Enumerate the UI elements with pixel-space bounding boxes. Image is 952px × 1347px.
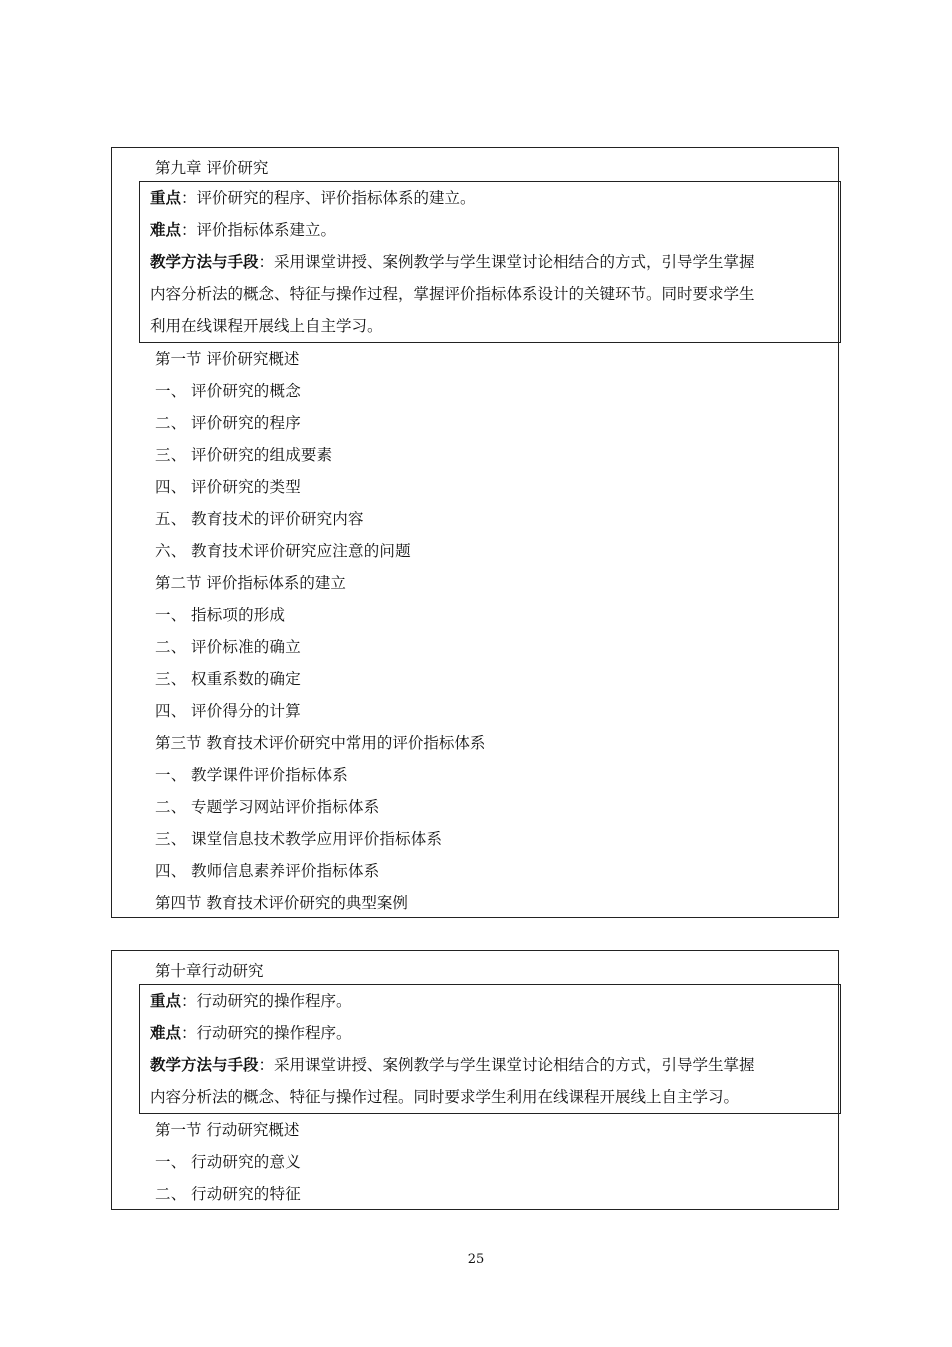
list-item: 一、 行动研究的意义 — [155, 1153, 301, 1171]
list-item: 一、 教学课件评价指标体系 — [155, 766, 349, 784]
list-item: 一、 指标项的形成 — [155, 606, 286, 624]
list-item: 四、 评价研究的类型 — [155, 478, 301, 496]
chapter-9-title: 第九章 评价研究 — [155, 159, 269, 177]
difficulty-text: ：评价指标体系建立。 — [181, 221, 337, 239]
difficulty-label: 难点 — [150, 220, 182, 239]
list-item: 二、 评价研究的程序 — [155, 414, 301, 432]
method-row — [150, 1049, 840, 1081]
method-text: ：采用课堂讲授、案例教学与学生课堂讨论相结合的方式，引导学生掌握 — [258, 1056, 755, 1074]
list-item: 二、 评价标准的确立 — [155, 638, 301, 656]
difficulty-row — [150, 1017, 840, 1049]
chapter-10-title: 第十章行动研究 — [155, 962, 264, 980]
key-points-label: 重点 — [150, 188, 182, 207]
list-item: 三、 课堂信息技术教学应用评价指标体系 — [155, 830, 443, 848]
difficulty-label: 难点 — [150, 1023, 182, 1042]
section-heading: 第三节 教育技术评价研究中常用的评价指标体系 — [155, 734, 486, 752]
list-item: 四、 评价得分的计算 — [155, 702, 301, 720]
method-row: 利用在线课程开展线上自主学习。 — [150, 317, 383, 335]
key-points-row — [150, 182, 840, 214]
method-row: 内容分析法的概念、特征与操作过程。同时要求学生利用在线课程开展线上自主学习。 — [150, 1088, 740, 1106]
key-points-text: ：评价研究的程序、评价指标体系的建立。 — [181, 189, 476, 207]
method-label: 教学方法与手段 — [150, 1055, 259, 1074]
chapter-10-box — [111, 950, 839, 1210]
list-item: 二、 行动研究的特征 — [155, 1185, 301, 1203]
key-points-row — [150, 985, 840, 1017]
method-text: ：采用课堂讲授、案例教学与学生课堂讨论相结合的方式，引导学生掌握 — [258, 253, 755, 271]
section-heading: 第二节 评价指标体系的建立 — [155, 574, 346, 592]
method-label: 教学方法与手段 — [150, 252, 259, 271]
list-item: 六、 教育技术评价研究应注意的问题 — [155, 542, 411, 560]
method-row — [150, 246, 840, 278]
difficulty-text: ：行动研究的操作程序。 — [181, 1024, 352, 1042]
list-item: 二、 专题学习网站评价指标体系 — [155, 798, 380, 816]
section-heading: 第四节 教育技术评价研究的典型案例 — [155, 894, 408, 912]
section-heading: 第一节 评价研究概述 — [155, 350, 300, 368]
key-points-text: ：行动研究的操作程序。 — [181, 992, 352, 1010]
chapter-9-summary-box — [139, 181, 841, 343]
list-item: 四、 教师信息素养评价指标体系 — [155, 862, 380, 880]
page-number: 25 — [467, 1252, 485, 1267]
key-points-label: 重点 — [150, 991, 182, 1010]
chapter-9-box — [111, 147, 839, 918]
section-heading: 第一节 行动研究概述 — [155, 1121, 300, 1139]
method-row: 内容分析法的概念、特征与操作过程，掌握评价指标体系设计的关键环节。同时要求学生 — [150, 285, 755, 303]
list-item: 三、 权重系数的确定 — [155, 670, 301, 688]
list-item: 三、 评价研究的组成要素 — [155, 446, 333, 464]
list-item: 五、 教育技术的评价研究内容 — [155, 510, 364, 528]
list-item: 一、 评价研究的概念 — [155, 382, 301, 400]
difficulty-row — [150, 214, 840, 246]
chapter-10-summary-box — [139, 984, 841, 1114]
